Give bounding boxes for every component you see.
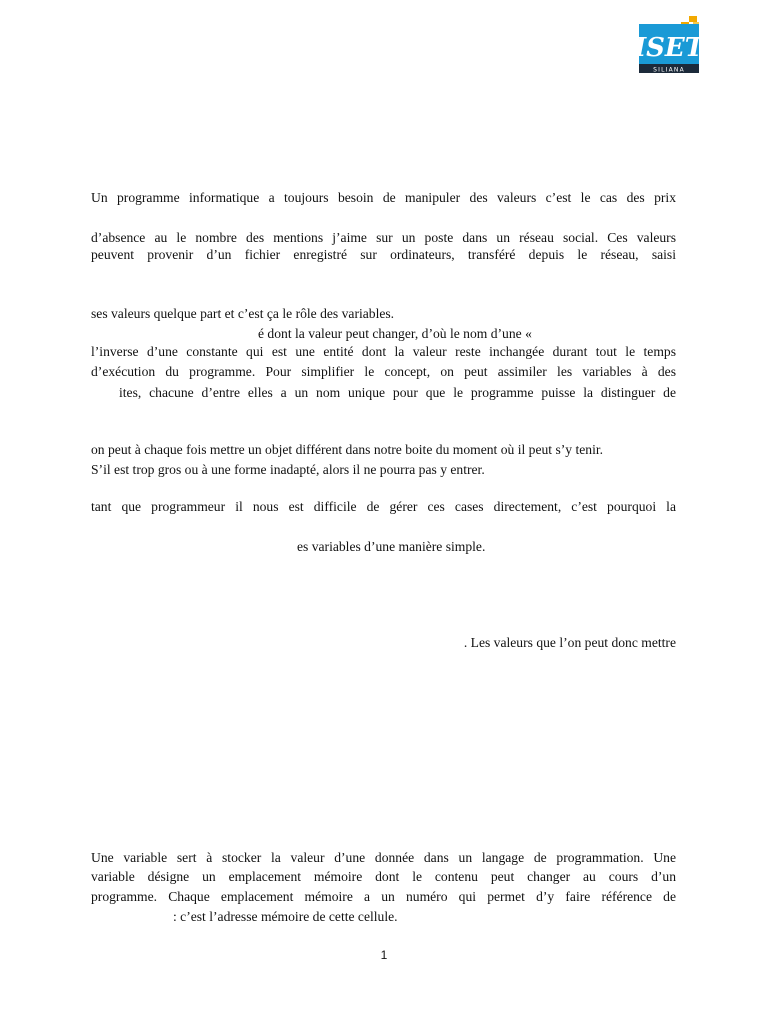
text-line-13: . Les valeurs que l’on peut donc mettre — [463, 635, 676, 650]
logo-brand-text: ISET — [637, 33, 701, 63]
text-line-17: : c’est l’adresse mémoire de cette cellule. — [173, 909, 398, 924]
text-line-7: d’exécution du programme. Pour simplifier le concept, on peut assimiler les variables à des — [91, 364, 676, 379]
text-line-10: S’il est trop gros ou à une forme inadapté, alors il ne pourra pas y entrer. — [91, 462, 485, 477]
text-line-5: é dont la valeur peut changer, d’où le nom d’une « — [258, 326, 532, 341]
logo-subtitle-text: SILIANA — [653, 66, 685, 74]
page-number: 1 — [380, 948, 388, 962]
text-line-14: Une variable sert à stocker la valeur d’une donnée dans un langage de programmation. Une — [91, 850, 676, 865]
text-line-2: d’absence au le nombre des mentions j’aime sur un poste dans un réseau social. Ces valeurs — [91, 230, 676, 245]
text-line-15: variable désigne un emplacement mémoire dont le contenu peut changer au cours d’un — [91, 869, 676, 884]
text-line-1: Un programme informatique a toujours besoin de manipuler des valeurs c’est le cas des prix — [91, 190, 676, 205]
text-line-9: on peut à chaque fois mettre un objet différent dans notre boite du moment où il peut s’y tenir. — [91, 442, 604, 457]
iset-siliana-logo — [637, 14, 701, 74]
text-line-3: peuvent provenir d’un fichier enregistré sur ordinateurs, transféré depuis le réseau, saisi — [91, 247, 676, 262]
text-line-4: ses valeurs quelque part et c’est ça le rôle des variables. — [91, 306, 395, 321]
text-line-6: l’inverse d’une constante qui est une entité dont la valeur reste inchangée durant tout le temps — [91, 344, 676, 359]
logo-graphic — [637, 14, 701, 74]
text-line-11: tant que programmeur il nous est difficile de gérer ces cases directement, c’est pourquoi la — [91, 499, 676, 514]
text-line-8: ites, chacune d’entre elles a un nom unique pour que le programme puisse la distinguer de — [119, 385, 676, 400]
text-line-16: programme. Chaque emplacement mémoire a un numéro qui permet d’y faire référence de — [91, 889, 676, 904]
text-line-12: es variables d’une manière simple. — [297, 539, 486, 554]
